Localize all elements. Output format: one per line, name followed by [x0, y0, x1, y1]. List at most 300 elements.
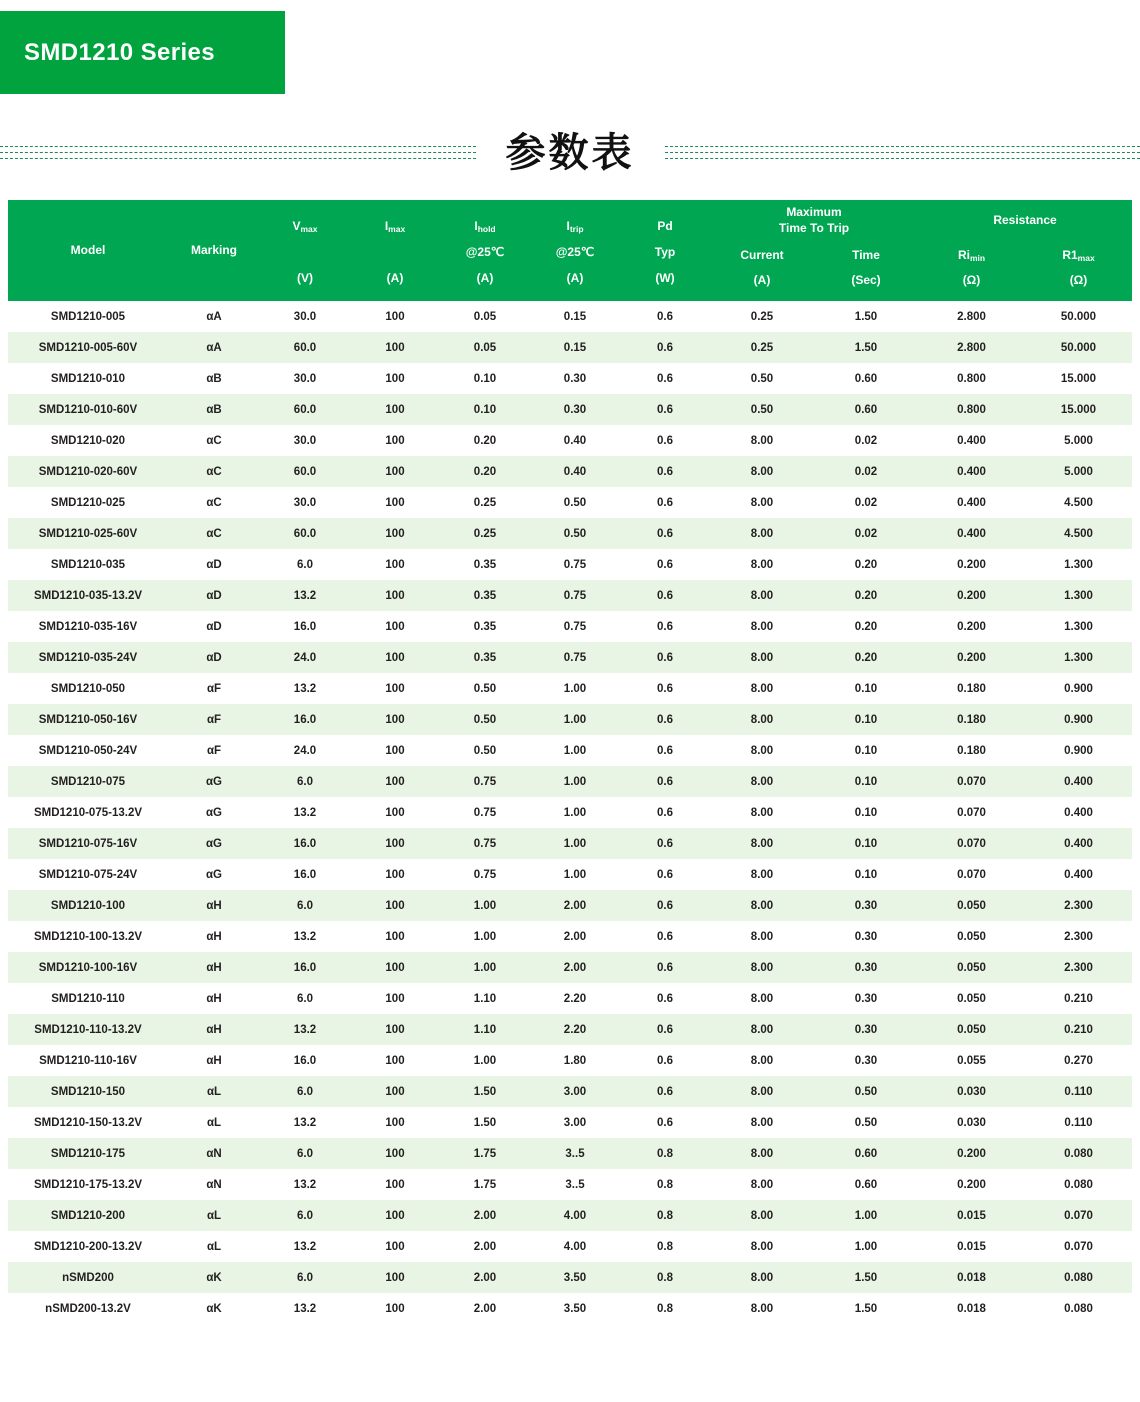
cell-value: 0.900: [1025, 704, 1132, 735]
table-row: [8, 859, 1132, 890]
col-label: $I_{max}$: [384, 219, 406, 234]
cell-value: 1.50: [440, 1076, 530, 1107]
cell-value: 3.50: [530, 1262, 620, 1293]
cell-value: αH: [168, 921, 260, 952]
cell-value: 0.210: [1025, 1014, 1132, 1045]
cell-model: SMD1210-100-13.2V: [8, 921, 168, 952]
cell-value: 0.20: [440, 425, 530, 456]
dashed-rule-right: [665, 140, 1140, 166]
group-header-row: [8, 200, 1132, 240]
cell-value: 0.50: [530, 487, 620, 518]
cell-value: 3.00: [530, 1107, 620, 1138]
cell-value: 0.200: [918, 1138, 1025, 1169]
cell-model: SMD1210-075: [8, 766, 168, 797]
cell-value: 0.6: [620, 797, 710, 828]
cell-value: 0.015: [918, 1231, 1025, 1262]
cell-value: 0.10: [814, 766, 918, 797]
col-unit: (A): [566, 270, 584, 285]
cell-value: 0.030: [918, 1076, 1025, 1107]
cell-model: SMD1210-075-24V: [8, 859, 168, 890]
cell-value: 0.070: [1025, 1231, 1132, 1262]
cell-model: SMD1210-075-16V: [8, 828, 168, 859]
cell-value: 6.0: [260, 766, 350, 797]
cell-value: 13.2: [260, 1014, 350, 1045]
cell-value: 0.070: [918, 859, 1025, 890]
cell-value: 6.0: [260, 549, 350, 580]
cell-value: 1.00: [530, 797, 620, 828]
cell-value: 0.60: [814, 1169, 918, 1200]
cell-value: 0.75: [440, 859, 530, 890]
cell-value: 4.500: [1025, 518, 1132, 549]
cell-value: 0.070: [918, 766, 1025, 797]
cell-value: 0.030: [918, 1107, 1025, 1138]
cell-value: 0.400: [1025, 797, 1132, 828]
cell-value: 0.8: [620, 1138, 710, 1169]
col-header-current: [710, 240, 814, 301]
cell-value: αB: [168, 363, 260, 394]
cell-model: SMD1210-050-16V: [8, 704, 168, 735]
cell-value: αH: [168, 1045, 260, 1076]
cell-value: 8.00: [710, 1076, 814, 1107]
cell-value: 4.00: [530, 1231, 620, 1262]
col-header-ihold: [440, 200, 530, 301]
cell-value: 0.6: [620, 952, 710, 983]
cell-value: 8.00: [710, 735, 814, 766]
cell-value: 13.2: [260, 1293, 350, 1324]
cell-value: 2.800: [918, 301, 1025, 332]
cell-value: 0.210: [1025, 983, 1132, 1014]
cell-value: 100: [350, 301, 440, 332]
table-row: [8, 1138, 1132, 1169]
cell-value: 0.070: [918, 797, 1025, 828]
cell-value: 0.400: [1025, 828, 1132, 859]
col-condition: @25℃: [555, 244, 595, 259]
cell-value: 0.070: [918, 828, 1025, 859]
cell-value: αL: [168, 1200, 260, 1231]
table-row: [8, 1200, 1132, 1231]
cell-value: 13.2: [260, 921, 350, 952]
cell-value: 100: [350, 1262, 440, 1293]
cell-value: 2.00: [440, 1231, 530, 1262]
col-label: $R1_{max}$: [1062, 248, 1095, 263]
cell-value: 0.30: [814, 890, 918, 921]
col-label: $V_{max}$: [292, 219, 318, 234]
cell-value: αG: [168, 766, 260, 797]
table-row: [8, 890, 1132, 921]
cell-value: 0.180: [918, 735, 1025, 766]
cell-value: 30.0: [260, 425, 350, 456]
cell-value: 15.000: [1025, 394, 1132, 425]
cell-value: 0.6: [620, 518, 710, 549]
cell-value: 2.00: [440, 1293, 530, 1324]
cell-value: 8.00: [710, 456, 814, 487]
cell-value: 0.02: [814, 518, 918, 549]
cell-value: 1.00: [440, 1045, 530, 1076]
cell-value: 3.50: [530, 1293, 620, 1324]
cell-value: 0.75: [440, 828, 530, 859]
cell-value: 0.20: [814, 611, 918, 642]
cell-model: SMD1210-200: [8, 1200, 168, 1231]
cell-value: 100: [350, 611, 440, 642]
cell-value: 0.10: [814, 673, 918, 704]
col-label: Current: [740, 248, 784, 262]
cell-value: 0.200: [918, 580, 1025, 611]
cell-value: 60.0: [260, 332, 350, 363]
cell-value: 0.6: [620, 332, 710, 363]
cell-value: 1.80: [530, 1045, 620, 1076]
cell-value: 100: [350, 518, 440, 549]
cell-value: 0.050: [918, 983, 1025, 1014]
cell-value: 2.00: [530, 921, 620, 952]
cell-model: SMD1210-010: [8, 363, 168, 394]
group-label-line1: Maximum: [786, 204, 842, 219]
cell-value: 8.00: [710, 766, 814, 797]
table-row: [8, 580, 1132, 611]
cell-value: 0.6: [620, 394, 710, 425]
cell-value: 0.200: [918, 611, 1025, 642]
table-row: [8, 952, 1132, 983]
cell-value: 0.6: [620, 1107, 710, 1138]
cell-value: 0.05: [440, 332, 530, 363]
cell-value: αC: [168, 456, 260, 487]
cell-value: 30.0: [260, 487, 350, 518]
cell-value: 0.8: [620, 1262, 710, 1293]
table-row: [8, 394, 1132, 425]
cell-value: 100: [350, 1076, 440, 1107]
cell-value: 8.00: [710, 673, 814, 704]
cell-value: 8.00: [710, 1045, 814, 1076]
group-header-max-time-to-trip: [710, 200, 918, 240]
cell-value: 0.050: [918, 890, 1025, 921]
cell-value: 100: [350, 332, 440, 363]
cell-value: 100: [350, 1138, 440, 1169]
cell-model: SMD1210-110-16V: [8, 1045, 168, 1076]
table-row: [8, 735, 1132, 766]
cell-value: 1.75: [440, 1138, 530, 1169]
cell-value: αD: [168, 580, 260, 611]
series-banner: [0, 11, 285, 94]
cell-value: 0.6: [620, 704, 710, 735]
section-title: 参数表: [505, 130, 635, 175]
cell-value: 0.50: [530, 518, 620, 549]
cell-value: 0.110: [1025, 1107, 1132, 1138]
cell-value: 0.080: [1025, 1262, 1132, 1293]
cell-value: 0.50: [814, 1107, 918, 1138]
cell-value: 6.0: [260, 1200, 350, 1231]
cell-value: 1.300: [1025, 611, 1132, 642]
cell-value: 0.25: [440, 487, 530, 518]
col-header-r1max: [1025, 240, 1132, 301]
cell-value: 0.200: [918, 642, 1025, 673]
cell-value: 0.10: [814, 735, 918, 766]
cell-value: 0.60: [814, 394, 918, 425]
cell-value: 100: [350, 766, 440, 797]
cell-value: 1.00: [440, 921, 530, 952]
dashed-rule-left: [0, 140, 476, 166]
cell-value: 100: [350, 1045, 440, 1076]
cell-value: 0.15: [530, 301, 620, 332]
col-label: Marking: [190, 242, 237, 257]
cell-value: 0.6: [620, 611, 710, 642]
cell-value: 8.00: [710, 518, 814, 549]
cell-value: 100: [350, 580, 440, 611]
cell-value: 0.080: [1025, 1138, 1132, 1169]
cell-value: 0.200: [918, 549, 1025, 580]
cell-value: 8.00: [710, 1107, 814, 1138]
cell-value: 8.00: [710, 952, 814, 983]
cell-value: 0.02: [814, 487, 918, 518]
cell-value: 0.6: [620, 425, 710, 456]
col-header-rimin: [918, 240, 1025, 301]
col-unit: (Sec): [851, 273, 881, 287]
cell-value: 2.00: [530, 952, 620, 983]
cell-value: 2.800: [918, 332, 1025, 363]
cell-value: 0.50: [710, 394, 814, 425]
cell-value: αK: [168, 1262, 260, 1293]
cell-value: 100: [350, 859, 440, 890]
cell-value: 2.300: [1025, 921, 1132, 952]
cell-value: 100: [350, 642, 440, 673]
cell-value: 13.2: [260, 1231, 350, 1262]
cell-value: 16.0: [260, 611, 350, 642]
cell-value: 0.10: [814, 797, 918, 828]
cell-model: SMD1210-175: [8, 1138, 168, 1169]
cell-value: αK: [168, 1293, 260, 1324]
cell-value: 100: [350, 363, 440, 394]
cell-value: 1.75: [440, 1169, 530, 1200]
cell-value: 100: [350, 549, 440, 580]
cell-model: SMD1210-150: [8, 1076, 168, 1107]
col-header-imax: [350, 200, 440, 301]
cell-value: 1.10: [440, 1014, 530, 1045]
cell-model: SMD1210-050: [8, 673, 168, 704]
table-row: [8, 1045, 1132, 1076]
col-unit: (V): [297, 270, 313, 285]
table-head: [8, 200, 1132, 301]
cell-value: 0.6: [620, 766, 710, 797]
cell-value: αH: [168, 952, 260, 983]
cell-value: 8.00: [710, 1014, 814, 1045]
cell-value: 0.018: [918, 1293, 1025, 1324]
cell-value: 6.0: [260, 1262, 350, 1293]
cell-value: 0.25: [710, 332, 814, 363]
cell-value: 16.0: [260, 1045, 350, 1076]
cell-value: αN: [168, 1138, 260, 1169]
cell-value: 8.00: [710, 1169, 814, 1200]
cell-model: SMD1210-175-13.2V: [8, 1169, 168, 1200]
table-row: [8, 673, 1132, 704]
cell-value: 0.20: [814, 549, 918, 580]
cell-value: 1.50: [440, 1107, 530, 1138]
cell-model: SMD1210-100: [8, 890, 168, 921]
cell-value: 2.20: [530, 983, 620, 1014]
table-row: [8, 363, 1132, 394]
cell-value: 100: [350, 394, 440, 425]
cell-value: 0.40: [530, 425, 620, 456]
cell-value: 8.00: [710, 1200, 814, 1231]
table-row: [8, 704, 1132, 735]
cell-value: 0.75: [530, 580, 620, 611]
cell-value: 16.0: [260, 859, 350, 890]
cell-value: 0.10: [440, 363, 530, 394]
cell-value: 100: [350, 1107, 440, 1138]
cell-value: 0.75: [440, 797, 530, 828]
cell-value: 1.00: [530, 859, 620, 890]
cell-value: 0.018: [918, 1262, 1025, 1293]
cell-value: 6.0: [260, 890, 350, 921]
cell-value: 8.00: [710, 1293, 814, 1324]
cell-value: 0.20: [440, 456, 530, 487]
cell-value: 24.0: [260, 642, 350, 673]
cell-value: 0.6: [620, 1014, 710, 1045]
cell-value: 0.75: [530, 549, 620, 580]
col-unit: (W): [655, 270, 675, 285]
cell-value: 8.00: [710, 487, 814, 518]
table-row: [8, 301, 1132, 332]
cell-value: 1.50: [814, 1262, 918, 1293]
cell-model: SMD1210-035-13.2V: [8, 580, 168, 611]
col-unit: (A): [386, 270, 404, 285]
cell-value: αA: [168, 332, 260, 363]
table-row: [8, 983, 1132, 1014]
cell-value: 13.2: [260, 1169, 350, 1200]
cell-value: 0.30: [530, 394, 620, 425]
cell-value: 0.02: [814, 456, 918, 487]
cell-value: 1.00: [530, 704, 620, 735]
cell-value: 0.75: [440, 766, 530, 797]
table-row: [8, 549, 1132, 580]
cell-value: αC: [168, 425, 260, 456]
table-row: [8, 828, 1132, 859]
cell-value: 0.400: [918, 518, 1025, 549]
cell-value: 0.60: [814, 363, 918, 394]
cell-value: 0.10: [814, 704, 918, 735]
cell-value: αD: [168, 611, 260, 642]
cell-model: SMD1210-035: [8, 549, 168, 580]
table-row: [8, 642, 1132, 673]
cell-value: 0.35: [440, 549, 530, 580]
cell-value: 0.6: [620, 301, 710, 332]
col-header-marking: [168, 200, 260, 301]
cell-value: 0.180: [918, 704, 1025, 735]
col-header-pd: [620, 200, 710, 301]
cell-value: 1.10: [440, 983, 530, 1014]
cell-value: αL: [168, 1231, 260, 1262]
cell-value: 0.05: [440, 301, 530, 332]
cell-value: αN: [168, 1169, 260, 1200]
cell-value: 4.00: [530, 1200, 620, 1231]
cell-value: 0.8: [620, 1231, 710, 1262]
cell-value: 2.300: [1025, 952, 1132, 983]
table-row: [8, 487, 1132, 518]
col-unit: (A): [753, 273, 771, 287]
cell-value: 1.00: [440, 890, 530, 921]
cell-value: 13.2: [260, 673, 350, 704]
cell-value: αH: [168, 1014, 260, 1045]
cell-value: 0.50: [440, 704, 530, 735]
cell-value: 8.00: [710, 890, 814, 921]
cell-value: 0.6: [620, 828, 710, 859]
cell-value: 0.8: [620, 1293, 710, 1324]
cell-value: 16.0: [260, 828, 350, 859]
cell-value: 1.00: [530, 828, 620, 859]
cell-value: 0.400: [1025, 766, 1132, 797]
cell-value: αC: [168, 518, 260, 549]
cell-value: 0.8: [620, 1169, 710, 1200]
cell-value: 0.02: [814, 425, 918, 456]
cell-value: 0.40: [530, 456, 620, 487]
cell-value: 0.400: [918, 456, 1025, 487]
cell-value: 1.00: [814, 1231, 918, 1262]
cell-value: 8.00: [710, 642, 814, 673]
cell-value: 0.6: [620, 549, 710, 580]
cell-value: 8.00: [710, 1231, 814, 1262]
cell-value: 100: [350, 704, 440, 735]
cell-model: SMD1210-035-24V: [8, 642, 168, 673]
cell-value: 0.30: [814, 1045, 918, 1076]
cell-value: 100: [350, 735, 440, 766]
cell-value: 0.800: [918, 394, 1025, 425]
table-row: [8, 1076, 1132, 1107]
cell-value: 16.0: [260, 704, 350, 735]
cell-value: 0.50: [814, 1076, 918, 1107]
cell-value: 0.25: [440, 518, 530, 549]
section-title-row: [0, 118, 1140, 188]
cell-value: αC: [168, 487, 260, 518]
cell-value: 0.6: [620, 921, 710, 952]
cell-value: 0.6: [620, 363, 710, 394]
cell-value: 0.800: [918, 363, 1025, 394]
cell-value: 0.080: [1025, 1169, 1132, 1200]
cell-value: 8.00: [710, 704, 814, 735]
col-header-model: [8, 200, 168, 301]
col-header-itrip: [530, 200, 620, 301]
cell-value: 0.110: [1025, 1076, 1132, 1107]
table-row: [8, 456, 1132, 487]
cell-value: 8.00: [710, 797, 814, 828]
cell-value: 0.8: [620, 1200, 710, 1231]
table-row: [8, 1169, 1132, 1200]
cell-value: 3..5: [530, 1138, 620, 1169]
cell-value: 50.000: [1025, 332, 1132, 363]
cell-value: 0.35: [440, 642, 530, 673]
cell-value: 0.30: [814, 952, 918, 983]
cell-value: 13.2: [260, 797, 350, 828]
cell-value: 0.180: [918, 673, 1025, 704]
cell-model: SMD1210-035-16V: [8, 611, 168, 642]
cell-value: 100: [350, 456, 440, 487]
cell-value: 0.50: [710, 363, 814, 394]
cell-value: 5.000: [1025, 425, 1132, 456]
cell-value: αH: [168, 983, 260, 1014]
cell-value: αG: [168, 859, 260, 890]
table-row: [8, 1293, 1132, 1324]
cell-model: SMD1210-005-60V: [8, 332, 168, 363]
cell-value: 100: [350, 487, 440, 518]
cell-value: 0.30: [814, 921, 918, 952]
table-row: [8, 797, 1132, 828]
group-header-resistance: [918, 200, 1132, 240]
group-label: Resistance: [993, 212, 1057, 227]
cell-value: 100: [350, 673, 440, 704]
table-row: [8, 425, 1132, 456]
cell-value: 5.000: [1025, 456, 1132, 487]
cell-value: αA: [168, 301, 260, 332]
cell-value: 0.50: [440, 735, 530, 766]
col-header-time: [814, 240, 918, 301]
cell-value: 0.6: [620, 1045, 710, 1076]
cell-value: 0.6: [620, 673, 710, 704]
